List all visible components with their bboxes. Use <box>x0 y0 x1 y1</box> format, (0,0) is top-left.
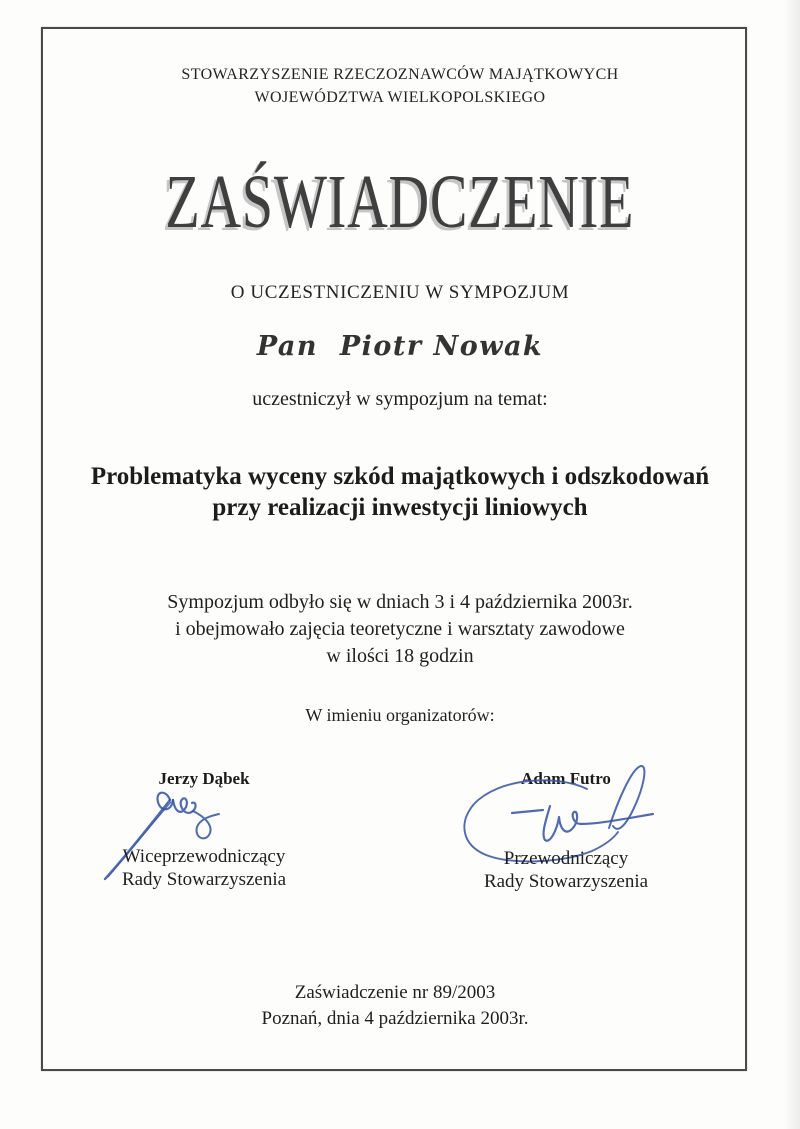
signatory-role-right-line1: Przewodniczący <box>503 848 629 869</box>
certificate-title <box>0 160 800 244</box>
signatory-role-right <box>436 847 696 893</box>
symposium-topic-line1: Problematyka wyceny szkód majątkowych i odszkodowań <box>90 463 710 490</box>
recipient-name: Pan Piotr Nowak <box>256 331 544 362</box>
signatory-role-right-line2: Rady Stowarzyszenia <box>483 871 649 892</box>
signatory-role-left-line1: Wiceprzewodniczący <box>122 846 286 867</box>
signatory-role-left-line2: Rady Stowarzyszenia <box>121 869 287 890</box>
symposium-topic <box>0 461 800 523</box>
symposium-details-line2: i obejmowało zajęcia teoretyczne i warsztaty zawodowe <box>175 618 625 640</box>
organization-line1: STOWARZYSZENIE RZECZOZNAWCÓW MAJĄTKOWYCH <box>181 66 619 83</box>
organization-line2: WOJEWÓDZTWA WIELKOPOLSKIEGO <box>254 89 546 106</box>
signatory-name-right: Adam Futro <box>521 769 611 788</box>
symposium-details <box>0 589 800 670</box>
symposium-details-line3: w ilości 18 godzin <box>326 645 474 667</box>
symposium-topic-line2: przy realizacji inwestycji liniowych <box>212 494 588 521</box>
certificate-subtitle: O UCZESTNICZENIU W SYMPOZJUM <box>230 282 570 303</box>
signatory-role-left <box>79 845 329 891</box>
participation-line: uczestniczył w sympozjum na temat: <box>252 388 548 410</box>
place-and-date: Poznań, dnia 4 października 2003r. <box>261 1008 529 1029</box>
certificate-title-text: ZAŚWIADCZENIE <box>165 160 635 244</box>
certificate-number: Zaświadczenie nr 89/2003 <box>294 982 496 1003</box>
certificate-footer <box>0 980 790 1032</box>
on-behalf-label: W imieniu organizatorów: <box>305 705 495 725</box>
signatory-name-left: Jerzy Dąbek <box>158 769 250 788</box>
symposium-details-line1: Sympozjum odbyło się w dniach 3 i 4 października 2003r. <box>167 591 633 613</box>
organization-name <box>0 63 800 109</box>
